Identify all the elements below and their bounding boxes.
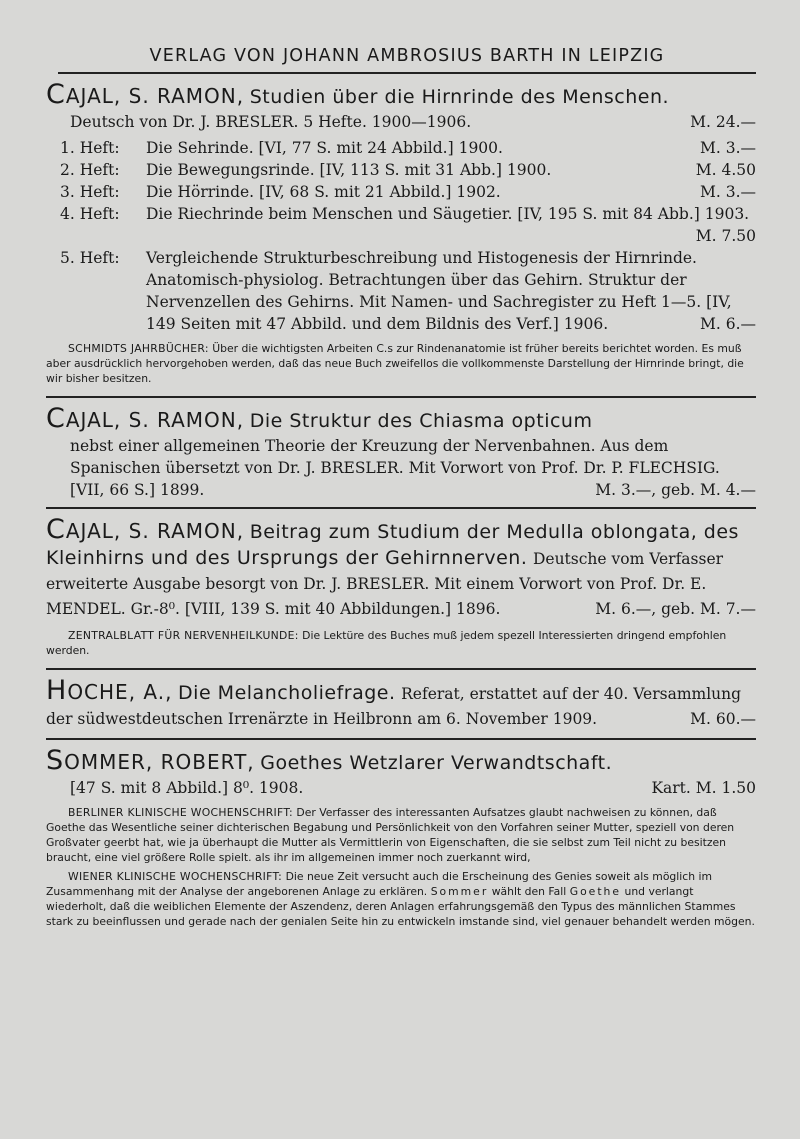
review-quote: WIENER KLINISCHE WOCHENSCHRIFT: Die neue Zeit versucht auch die Erscheinung des Genies soweit als möglich im Zusammenhang mit der Analyse der angeborenen Anlage zu erklären. Sommer wählt den Fall Goethe und verlangt wiederholt, daß die weiblichen Elemente der Aszendenz, deren Anlagen erfahrungsgemäß den Typus des männlichen Stammes stark zu beeinflussen und gerade nach der genialen Seite hin zu entwickeln imstande sind, viel genauer behandelt werden mögen. xyxy=(46,870,755,928)
work-title: Die Melancholiefrage. xyxy=(178,682,396,704)
price: M. 6.—, geb. M. 7.— xyxy=(595,600,756,618)
price: M. 24.— xyxy=(690,113,756,131)
entry-title xyxy=(46,514,756,622)
entry-sommer xyxy=(46,740,756,939)
author-name: SOMMER, ROBERT, xyxy=(46,745,255,776)
author-name: CAJAL, S. RAMON, xyxy=(46,403,245,434)
publisher-header: VERLAG VON JOHANN AMBROSIUS BARTH IN LEIPZIG xyxy=(58,46,756,74)
price: Kart. M. 1.50 xyxy=(651,779,756,797)
list-item: 1. Heft: Die Sehrinde. [VI, 77 S. mit 24 Abbild.] 1900. M. 3.— xyxy=(60,139,756,157)
price: M. 60.— xyxy=(690,710,756,728)
author-name: HOCHE, A., xyxy=(46,675,173,706)
entry-title xyxy=(46,675,756,732)
edition-details: Deutsch von Dr. J. BRESLER. 5 Hefte. 1900—1906. xyxy=(70,113,472,131)
work-title: Die Struktur des Chiasma opticum xyxy=(249,410,593,432)
entry-details: nebst einer allgemeinen Theorie der Kreuzung der Nervenbahnen. Aus dem Spanischen übersetzt von Dr. J. BRESLER. Mit Vorwort von Prof. Dr. P. FLECHSIG. [VII, 66 S.] 1899. M. 3.—, geb. M. 4.— xyxy=(70,437,756,499)
entry-title xyxy=(46,745,756,777)
work-title: Beitrag zum Studium der Medulla oblongata, des Kleinhirns und des Ursprungs der Gehirnnerven. xyxy=(46,521,739,569)
author-name: CAJAL, S. RAMON, xyxy=(46,514,245,545)
entry-details: Deutsche vom Verfasser erweiterte Ausgabe besorgt von Dr. J. BRESLER. Mit einem Vorwort von Prof. Dr. E. MENDEL. Gr.-8⁰. [VIII, 139 S. mit 40 Abbildungen.] 1896. xyxy=(46,550,724,618)
entry-hoche xyxy=(46,670,756,740)
review-quote: ZENTRALBLATT FÜR NERVENHEILKUNDE: Die Lektüre des Buches muß jedem spezell Interessierten dringend empfohlen werden. xyxy=(46,629,727,657)
review-quote: BERLINER KLINISCHE WOCHENSCHRIFT: Der Verfasser des interessanten Aufsatzes glaubt nachweisen zu können, daß Goethe das Wesentliche seiner dichterischen Begabung und Persönlichkeit von den Vorfahren seiner Mutter, speziell von deren Großvater geerbt hat, wie ja überhaupt die Mutter als Vermittlerin von Eigenschaften, die sie selbst zum Teil nicht zu besitzen braucht, eine viel größere Rolle spielt. als ihr im allgemeinen immer noch zuerkannt wird, xyxy=(46,806,735,864)
entry-details: [47 S. mit 8 Abbild.] 8⁰. 1908. Kart. M. 1.50 xyxy=(70,779,756,797)
entry-title xyxy=(46,403,756,435)
list-item: 3. Heft: Die Hörrinde. [IV, 68 S. mit 21 Abbild.] 1902. M. 3.— xyxy=(60,183,756,201)
work-title: Studien über die Hirnrinde des Menschen. xyxy=(249,86,670,108)
entry-details xyxy=(46,111,756,133)
entry-cajal-chiasma xyxy=(46,398,756,509)
work-title: Goethes Wetzlarer Verwandtschaft. xyxy=(260,752,613,774)
entry-cajal-medulla xyxy=(46,509,756,670)
list-item: 5. Heft: Vergleichende Strukturbeschreibung und Histogenesis der Hirnrinde. Anatomisch-physiolog. Betrachtungen über das Gehirn. Struktur der Nervenzellen des Gehirns. Mit Namen- und Sachregister zu Heft 1—5. [IV, 149 Seiten mit 47 Abbild. und dem Bildnis des Verf.] 1906. M. 6.— xyxy=(60,249,756,333)
review-quote: SCHMIDTS JAHRBÜCHER: Über die wichtigsten Arbeiten C.s zur Rindenanatomie ist früher bereits berichtet worden. Es muß aber ausdrücklich hervorgehoben werden, daß das neue Buch zweifellos die vollkommenste Darstellung der Hirnrinde bringt, die wir bisher besitzen. xyxy=(46,342,744,385)
entry-details: Referat, erstattet auf der 40. Versammlung der südwestdeutschen Irrenärzte in Heilbronn am 6. November 1909. xyxy=(46,685,742,728)
list-item: 4. Heft: Die Riechrinde beim Menschen und Säugetier. [IV, 195 S. mit 84 Abb.] 1903. M. 7.50 xyxy=(60,205,756,245)
author-name: CAJAL, S. RAMON, xyxy=(46,79,245,110)
entry-cajal-hirnrinde xyxy=(46,74,756,398)
price: M. 3.—, geb. M. 4.— xyxy=(595,481,756,499)
entry-title xyxy=(46,79,756,111)
list-item: 2. Heft: Die Bewegungsrinde. [IV, 113 S. mit 31 Abb.] 1900. M. 4.50 xyxy=(60,161,756,179)
heft-list xyxy=(46,137,756,335)
